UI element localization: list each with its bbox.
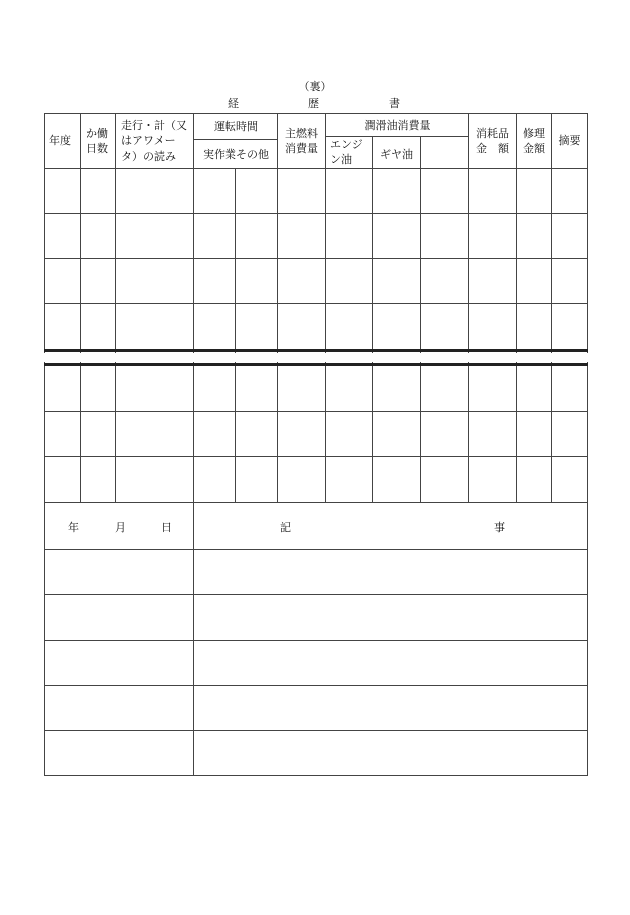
- record-note-1: 記: [280, 521, 291, 534]
- col-remarks: 摘要: [558, 134, 581, 147]
- col-working-days-1: か働: [86, 127, 108, 140]
- col-engine-oil-2: ン油: [330, 153, 352, 166]
- record-note-2: 事: [494, 521, 505, 534]
- col-gear-oil: ギヤ油: [380, 148, 413, 161]
- record-year: 年: [68, 521, 79, 534]
- col-consumables-2: 金 額: [476, 142, 509, 155]
- col-work-other: 実作業その他: [203, 148, 269, 161]
- title-char-2: 歴: [308, 97, 319, 110]
- record-month: 月: [115, 521, 126, 534]
- table-break-bottom: [44, 363, 588, 366]
- col-mileage-2: はアワメー: [121, 134, 176, 147]
- col-operating-hours: 運転時間: [214, 120, 258, 133]
- col-year: 年度: [49, 134, 71, 147]
- col-working-days-2: 日数: [86, 142, 108, 155]
- col-main-fuel-2: 消費量: [285, 142, 318, 155]
- col-repair-1: 修理: [523, 127, 545, 140]
- side-label: （裏）: [298, 80, 332, 93]
- col-lube-oil: 潤滑油消費量: [364, 119, 431, 132]
- col-mileage-1: 走行・計（又: [121, 119, 187, 132]
- title-char-1: 経: [228, 97, 239, 110]
- table-break-top: [44, 349, 588, 352]
- col-main-fuel-1: 主燃料: [285, 127, 318, 140]
- col-mileage-3: タ）の読み: [121, 150, 176, 163]
- col-consumables-1: 消耗品: [476, 127, 509, 140]
- col-repair-2: 金額: [523, 142, 545, 155]
- title-char-3: 書: [389, 97, 400, 110]
- record-day: 日: [161, 521, 172, 534]
- col-engine-oil-1: エンジ: [330, 138, 363, 151]
